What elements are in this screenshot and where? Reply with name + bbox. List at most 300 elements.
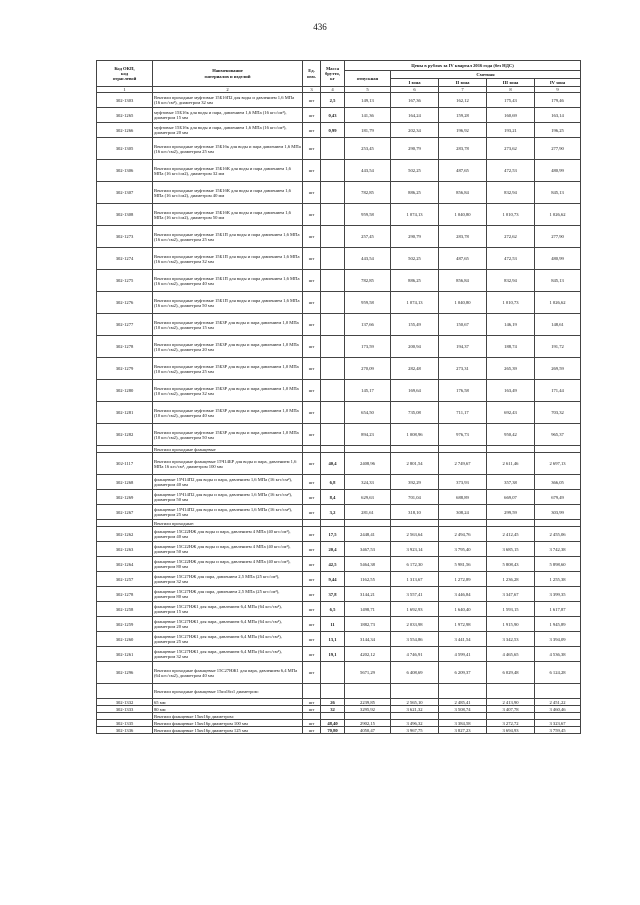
- cell-price-zone1: 2 801,54: [391, 453, 439, 475]
- cell-code: [97, 713, 153, 720]
- cell-name: Вентили проходные муфтовые 15Б1П для воды и пара давлением 1,6 МПа (16 кгс/см2), диаметром 32 мм: [153, 248, 303, 270]
- cell-price-zone3: 472,53: [487, 160, 535, 182]
- cell-name: Вентили фланцевые 15кч16р диаметром 125 мм: [153, 727, 303, 734]
- cell-price-zone4: 171,44: [535, 380, 581, 402]
- cell-price-zone1: 392,29: [391, 475, 439, 490]
- cell-price-zone1: 886,25: [391, 270, 439, 292]
- cell-price-zone1: 3 967,75: [391, 727, 439, 734]
- cell-price-zone2: 976,73: [439, 424, 487, 446]
- cell-price-zone1: 1 692,93: [391, 602, 439, 617]
- col-zone1-header: I зона: [391, 79, 439, 87]
- cell-name: Вентили проходные муфтовые 15Б3Р для воды и пара давлением 1,0 МПа (10 кгс/см2), диаметром 25 мм: [153, 358, 303, 380]
- cell-price-zone4: 3 323,67: [535, 720, 581, 727]
- cell-price-release: 894,23: [345, 424, 391, 446]
- cell-price-zone2: [439, 684, 487, 699]
- cell-price-zone1: 3 923,14: [391, 542, 439, 557]
- cell-price-release: 1498,71: [345, 602, 391, 617]
- cell-code: 302-1333: [97, 706, 153, 713]
- cell-price-zone2: 1 272,89: [439, 572, 487, 587]
- cell-price-zone2: 487,65: [439, 160, 487, 182]
- cell-price-zone2: [439, 713, 487, 720]
- table-row: [97, 647, 581, 662]
- cell-price-zone1: 502,25: [391, 248, 439, 270]
- cell-price-zone3: 357,38: [487, 475, 535, 490]
- cell-price-zone2: 2 749,67: [439, 453, 487, 475]
- table-row: [97, 632, 581, 647]
- cell-unit: шт: [303, 602, 321, 617]
- cell-code: 302-1267: [97, 505, 153, 520]
- cell-price-zone1: 3 621,32: [391, 706, 439, 713]
- cell-unit: шт: [303, 402, 321, 424]
- cell-mass: [321, 380, 345, 402]
- cell-price-zone4: [535, 713, 581, 720]
- cell-code: 302-1281: [97, 402, 153, 424]
- cell-price-zone2: 3 795,40: [439, 542, 487, 557]
- cell-name: фланцевые 15С27НЖ1 для пара, давлением 6,4 МПа (64 кгс/см²), диаметром 15 мм: [153, 602, 303, 617]
- cell-price-zone2: 5 981,56: [439, 557, 487, 572]
- cell-mass: 37,8: [321, 587, 345, 602]
- table-row: [97, 402, 581, 424]
- cell-unit: [303, 713, 321, 720]
- table-row: [97, 727, 581, 734]
- cell-price-zone3: 1 915,90: [487, 617, 535, 632]
- cell-code: 302-1332: [97, 699, 153, 706]
- cell-price-release: 782,85: [345, 182, 391, 204]
- cell-name: Вентили проходные:: [153, 520, 303, 527]
- cell-price-zone4: 2 455,06: [535, 527, 581, 542]
- cell-price-zone4: 366,05: [535, 475, 581, 490]
- cell-mass: 6,8: [321, 475, 345, 490]
- cell-price-zone3: 832,94: [487, 182, 535, 204]
- cell-price-release: 270,09: [345, 358, 391, 380]
- cell-price-zone3: [487, 684, 535, 699]
- cell-mass: [321, 248, 345, 270]
- col-mass-header: Масса брутто, кг: [321, 61, 345, 87]
- cell-price-zone3: 832,94: [487, 270, 535, 292]
- cell-price-release: 959,58: [345, 292, 391, 314]
- cell-price-release: [345, 520, 391, 527]
- cell-price-zone1: 290,79: [391, 226, 439, 248]
- cell-price-zone1: 1 008,96: [391, 424, 439, 446]
- cell-price-release: 5464,38: [345, 557, 391, 572]
- cell-code: 302-1265: [97, 108, 153, 123]
- cell-price-zone4: 3 742,38: [535, 542, 581, 557]
- cell-price-zone3: 160,69: [487, 108, 535, 123]
- cell-unit: шт: [303, 505, 321, 520]
- table-row: [97, 587, 581, 602]
- cell-price-release: 253,45: [345, 138, 391, 160]
- cell-unit: шт: [303, 182, 321, 204]
- cell-price-zone2: 176,58: [439, 380, 487, 402]
- cell-price-zone4: 703,32: [535, 402, 581, 424]
- cell-price-zone3: [487, 713, 535, 720]
- column-index-row: 1 2 3 4 5 6 7 8 9: [97, 87, 581, 93]
- cell-mass: 19,1: [321, 647, 345, 662]
- col-unit-header: Ед. изм.: [303, 61, 321, 87]
- cell-code: 302-1262: [97, 527, 153, 542]
- cell-price-zone4: 1 026,62: [535, 292, 581, 314]
- cell-price-zone4: 3 394,09: [535, 632, 581, 647]
- cell-price-release: 173,59: [345, 336, 391, 358]
- cell-price-zone2: 688,89: [439, 490, 487, 505]
- cell-price-zone2: 3 441,54: [439, 632, 487, 647]
- cell-price-zone2: 162,12: [439, 93, 487, 108]
- cell-price-zone3: [487, 520, 535, 527]
- cell-price-zone1: 202,34: [391, 123, 439, 138]
- cell-price-zone3: 272,62: [487, 226, 535, 248]
- cell-price-zone4: 3 460,46: [535, 706, 581, 713]
- cell-unit: шт: [303, 557, 321, 572]
- cell-mass: [321, 446, 345, 453]
- cell-price-release: 2902,15: [345, 720, 391, 727]
- table-row: [97, 108, 581, 123]
- cell-code: 302-1303: [97, 93, 153, 108]
- cell-price-zone1: 3 496,32: [391, 720, 439, 727]
- cell-unit: шт: [303, 542, 321, 557]
- cell-unit: шт: [303, 292, 321, 314]
- cell-unit: шт: [303, 475, 321, 490]
- cell-price-zone3: 2 412,45: [487, 527, 535, 542]
- cell-name: фланцевые 15Ч14П2 для воды и пара, давлением 1,6 МПа (16 кгс/см²), диаметром 50 мм: [153, 490, 303, 505]
- cell-mass: [321, 662, 345, 684]
- cell-price-zone1: 502,25: [391, 160, 439, 182]
- cell-code: 302-1269: [97, 490, 153, 505]
- cell-mass: [321, 358, 345, 380]
- cell-unit: шт: [303, 587, 321, 602]
- cell-price-release: 629,63: [345, 490, 391, 505]
- cell-price-zone1: 200,94: [391, 336, 439, 358]
- table-row: [97, 706, 581, 713]
- cell-mass: [321, 226, 345, 248]
- cell-price-zone3: 299,59: [487, 505, 535, 520]
- table-row: [97, 602, 581, 617]
- cell-price-zone2: 3 446,84: [439, 587, 487, 602]
- cell-name: Вентили проходные муфтовые 15Б1П для воды и пара давлением 1,6 МПа (16 кгс/см2), диаметром 50 мм: [153, 292, 303, 314]
- cell-code: 302-1335: [97, 720, 153, 727]
- cell-price-zone4: 845,13: [535, 270, 581, 292]
- cell-mass: [321, 336, 345, 358]
- cell-mass: 0,43: [321, 108, 345, 123]
- cell-price-zone1: [391, 520, 439, 527]
- cell-price-zone1: 735,08: [391, 402, 439, 424]
- cell-price-zone4: 2 697,13: [535, 453, 581, 475]
- cell-price-zone4: 4 536,38: [535, 647, 581, 662]
- cell-price-release: 3295,92: [345, 706, 391, 713]
- cell-code: 302-1279: [97, 358, 153, 380]
- cell-price-zone4: 191,72: [535, 336, 581, 358]
- cell-price-zone2: [439, 446, 487, 453]
- cell-price-zone2: 711,17: [439, 402, 487, 424]
- table-row: [97, 138, 581, 160]
- cell-name: фланцевые 15Ч14П2 для воды и пара, давлением 1,6 МПа (16 кгс/см²), диаметром 40 мм: [153, 475, 303, 490]
- cell-name: 80 мм: [153, 706, 303, 713]
- cell-unit: шт: [303, 424, 321, 446]
- cell-price-zone2: 273,31: [439, 358, 487, 380]
- cell-price-zone1: 6 172,30: [391, 557, 439, 572]
- cell-price-zone3: 3 347,67: [487, 587, 535, 602]
- cell-price-zone3: 669,07: [487, 490, 535, 505]
- cell-price-zone4: 277,90: [535, 138, 581, 160]
- cell-price-zone3: 4 465,65: [487, 647, 535, 662]
- table-row: [97, 490, 581, 505]
- cell-price-zone4: 3 759,45: [535, 727, 581, 734]
- cell-price-zone2: 1 640,40: [439, 602, 487, 617]
- cell-mass: 13,1: [321, 632, 345, 647]
- cell-name: Вентили проходные муфтовые 15Б1бк для воды и пара давлением 1,6 МПа (16 кгс/см2), диаметром 25 мм: [153, 138, 303, 160]
- cell-unit: шт: [303, 720, 321, 727]
- cell-price-zone4: 269,59: [535, 358, 581, 380]
- cell-price-zone2: 1 972,98: [439, 617, 487, 632]
- cell-mass: [321, 204, 345, 226]
- cell-price-release: 2448,41: [345, 527, 391, 542]
- cell-price-zone4: 163,14: [535, 108, 581, 123]
- cell-price-zone4: 845,13: [535, 182, 581, 204]
- cell-price-zone1: 2 033,98: [391, 617, 439, 632]
- table-row: [97, 720, 581, 727]
- cell-price-zone1: [391, 684, 439, 699]
- cell-price-zone2: 3 508,74: [439, 706, 487, 713]
- cell-name: Вентили проходные муфтовые 15Б1бК для воды и пара давлением 1,6 МПа (16 кгс/см2), диаметром 40 мм: [153, 182, 303, 204]
- cell-code: [97, 520, 153, 527]
- cell-price-release: 5671,29: [345, 662, 391, 684]
- cell-price-zone4: 179,46: [535, 93, 581, 108]
- cell-unit: шт: [303, 617, 321, 632]
- cell-code: 302-1264: [97, 557, 153, 572]
- cell-mass: [321, 424, 345, 446]
- cell-price-zone4: 2 451,22: [535, 699, 581, 706]
- cell-price-zone2: 308,24: [439, 505, 487, 520]
- table-row: [97, 292, 581, 314]
- cell-price-zone3: 692,43: [487, 402, 535, 424]
- cell-mass: [321, 270, 345, 292]
- table-row: [97, 226, 581, 248]
- cell-price-zone1: 290,79: [391, 138, 439, 160]
- cell-unit: шт: [303, 706, 321, 713]
- cell-price-release: 141,36: [345, 108, 391, 123]
- cell-price-zone1: 2 563,64: [391, 527, 439, 542]
- cell-price-zone2: 856,84: [439, 270, 487, 292]
- cell-price-release: 3467,53: [345, 542, 391, 557]
- cell-price-release: 3144,34: [345, 632, 391, 647]
- cell-unit: шт: [303, 314, 321, 336]
- cell-price-zone3: 1 236,28: [487, 572, 535, 587]
- cell-unit: шт: [303, 527, 321, 542]
- cell-price-zone4: 5 898,60: [535, 557, 581, 572]
- cell-mass: [321, 314, 345, 336]
- col-estimate-header: Сметная: [391, 71, 581, 79]
- cell-code: 302-1275: [97, 270, 153, 292]
- cell-name: фланцевые 15С27НЖ1 для пара, давлением 6,4 МПа (64 кгс/см²), диаметром 20 мм: [153, 617, 303, 632]
- cell-price-release: 4202,12: [345, 647, 391, 662]
- cell-price-zone1: 2 565,10: [391, 699, 439, 706]
- cell-price-zone4: [535, 446, 581, 453]
- cell-price-zone3: 265,39: [487, 358, 535, 380]
- cell-price-zone1: 155,49: [391, 314, 439, 336]
- cell-unit: шт: [303, 138, 321, 160]
- cell-price-release: 137,66: [345, 314, 391, 336]
- col-code-header: Код ОКП, код отраслевой: [97, 61, 153, 87]
- cell-price-release: 654,50: [345, 402, 391, 424]
- table-row: [97, 336, 581, 358]
- cell-unit: шт: [303, 647, 321, 662]
- cell-price-zone3: 1 010,73: [487, 292, 535, 314]
- cell-price-release: 3144,21: [345, 587, 391, 602]
- cell-price-release: 281,61: [345, 505, 391, 520]
- cell-price-zone2: 2 485,41: [439, 699, 487, 706]
- table-row: [97, 358, 581, 380]
- cell-code: 302-1278: [97, 336, 153, 358]
- cell-code: 302-1296: [97, 662, 153, 684]
- cell-price-zone1: 886,25: [391, 182, 439, 204]
- page-number: 436: [313, 22, 327, 32]
- table-row: [97, 314, 581, 336]
- cell-price-zone3: 163,49: [487, 380, 535, 402]
- cell-mass: 9,44: [321, 572, 345, 587]
- table-row: [97, 270, 581, 292]
- cell-price-zone1: 1 074,13: [391, 292, 439, 314]
- cell-price-zone4: 303,99: [535, 505, 581, 520]
- cell-code: 302-1278: [97, 587, 153, 602]
- cell-unit: шт: [303, 226, 321, 248]
- cell-price-zone4: 1 945,89: [535, 617, 581, 632]
- cell-unit: шт: [303, 490, 321, 505]
- cell-mass: [321, 292, 345, 314]
- cell-unit: шт: [303, 699, 321, 706]
- cell-mass: 3,2: [321, 505, 345, 520]
- cell-price-zone2: [439, 520, 487, 527]
- cell-price-zone4: 277,90: [535, 226, 581, 248]
- cell-price-zone2: 373,93: [439, 475, 487, 490]
- table-row: [97, 572, 581, 587]
- table-body: [97, 93, 581, 734]
- cell-price-zone2: 150,67: [439, 314, 487, 336]
- table-row: [97, 713, 581, 720]
- cell-unit: шт: [303, 572, 321, 587]
- cell-name: муфтовые 15Б1бк для воды и пара, давлением 1,6 МПа (16 кгс/см²), диаметром 15 мм: [153, 108, 303, 123]
- table-row: [97, 557, 581, 572]
- table-row: [97, 542, 581, 557]
- cell-price-release: 2408,96: [345, 453, 391, 475]
- cell-mass: [321, 520, 345, 527]
- cell-price-release: 1162,55: [345, 572, 391, 587]
- cell-unit: шт: [303, 453, 321, 475]
- cell-price-zone1: 701,04: [391, 490, 439, 505]
- cell-name: Вентили проходные муфтовые 15Б3Р для воды и пара давлением 1,0 МПа (10 кгс/см2), диаметром 50 мм: [153, 424, 303, 446]
- cell-code: 302-1274: [97, 248, 153, 270]
- table-row: [97, 505, 581, 520]
- cell-price-zone3: 146,19: [487, 314, 535, 336]
- cell-mass: 42,5: [321, 557, 345, 572]
- cell-price-zone1: 318,10: [391, 505, 439, 520]
- cell-price-release: 443,54: [345, 248, 391, 270]
- cell-unit: шт: [303, 632, 321, 647]
- cell-price-zone3: 3 685,15: [487, 542, 535, 557]
- cell-name: фланцевые 15С27НЖ для пара, давлением 2,5 МПа (25 кгс/см²), диаметром 32 мм: [153, 572, 303, 587]
- cell-price-zone2: 3 827,23: [439, 727, 487, 734]
- cell-price-zone3: 273,62: [487, 138, 535, 160]
- cell-price-zone4: 679,49: [535, 490, 581, 505]
- table-row: [97, 248, 581, 270]
- table-row: [97, 204, 581, 226]
- table-row: [97, 684, 581, 699]
- table-row: [97, 617, 581, 632]
- cell-price-zone2: 283,78: [439, 138, 487, 160]
- cell-mass: 26: [321, 699, 345, 706]
- cell-price-release: 1882,73: [345, 617, 391, 632]
- cell-name: фланцевые 15С22НЖ для воды и пара, давлением 4 МПа (40 кгс/см²), диаметром 40 мм: [153, 527, 303, 542]
- cell-unit: шт: [303, 160, 321, 182]
- cell-price-zone3: 3 272,72: [487, 720, 535, 727]
- cell-code: 302-1266: [97, 123, 153, 138]
- cell-unit: шт: [303, 204, 321, 226]
- cell-unit: шт: [303, 248, 321, 270]
- cell-price-zone4: 3 399,35: [535, 587, 581, 602]
- cell-price-release: [345, 684, 391, 699]
- cell-price-zone4: 480,99: [535, 248, 581, 270]
- cell-code: 302-1263: [97, 542, 153, 557]
- cell-price-zone1: 3 554,86: [391, 632, 439, 647]
- cell-price-zone2: 6 209,37: [439, 662, 487, 684]
- cell-mass: [321, 138, 345, 160]
- cell-name: фланцевые 15С22НЖ для воды и пара, давлением 4 МПа (40 кгс/см²), диаметром 80 мм: [153, 557, 303, 572]
- cell-price-zone1: 1 074,13: [391, 204, 439, 226]
- cell-unit: шт: [303, 380, 321, 402]
- cell-price-zone3: 6 029,48: [487, 662, 535, 684]
- cell-price-release: 149,13: [345, 93, 391, 108]
- cell-price-zone3: 2 611,46: [487, 453, 535, 475]
- cell-code: 302-1305: [97, 138, 153, 160]
- cell-name: Вентили проходные муфтовые 15Б3Р для воды и пара давлением 1,0 МПа (10 кгс/см2), диаметром 32 мм: [153, 380, 303, 402]
- cell-unit: шт: [303, 108, 321, 123]
- table-row: [97, 424, 581, 446]
- table-row: [97, 160, 581, 182]
- cell-price-zone3: 3 342,53: [487, 632, 535, 647]
- cell-name: фланцевые 15С27НЖ1 для пара, давлением 6,4 МПа (64 кгс/см²), диаметром 25 мм: [153, 632, 303, 647]
- cell-name: Вентили проходные фланцевые 15кч16п1 диаметром:: [153, 684, 303, 699]
- cell-price-release: 257,45: [345, 226, 391, 248]
- cell-code: 302-1261: [97, 647, 153, 662]
- cell-price-zone2: 196,92: [439, 123, 487, 138]
- cell-price-release: 145,17: [345, 380, 391, 402]
- cell-name: фланцевые 15С22НЖ для воды и пара, давлением 4 МПа (40 кгс/см²), диаметром 50 мм: [153, 542, 303, 557]
- cell-price-zone1: 169,64: [391, 380, 439, 402]
- cell-unit: шт: [303, 93, 321, 108]
- cell-name: Вентили проходные муфтовые 15Б1бК для воды и пара давлением 1,6 МПа (16 кгс/см2), диаметром 50 мм: [153, 204, 303, 226]
- cell-mass: 70,80: [321, 727, 345, 734]
- cell-code: 302-1117: [97, 453, 153, 475]
- cell-price-zone3: 1 010,73: [487, 204, 535, 226]
- cell-code: 302-1260: [97, 632, 153, 647]
- cell-price-zone3: 1 593,15: [487, 602, 535, 617]
- cell-mass: [321, 182, 345, 204]
- cell-name: Вентили фланцевые 15кч16р диаметром 100 мм: [153, 720, 303, 727]
- cell-code: 302-1257: [97, 572, 153, 587]
- cell-name: Вентили проходные муфтовые 15Б3Р для воды и пара давлением 1,0 МПа (10 кгс/см2), диаметром 15 мм: [153, 314, 303, 336]
- cell-price-zone1: 282,48: [391, 358, 439, 380]
- cell-mass: [321, 160, 345, 182]
- table-row: [97, 475, 581, 490]
- cell-price-zone3: 193,21: [487, 123, 535, 138]
- cell-price-zone4: [535, 684, 581, 699]
- cell-code: [97, 446, 153, 453]
- cell-code: 302-1259: [97, 617, 153, 632]
- cell-price-release: 782,85: [345, 270, 391, 292]
- cell-name: Вентили проходные муфтовые 15Б3Р для воды и пара давлением 1,0 МПа (10 кгс/см2), диаметром 40 мм: [153, 402, 303, 424]
- cell-name: фланцевые 15С27НЖ1 для пара, давлением 6,4 МПа (64 кгс/см²), диаметром 32 мм: [153, 647, 303, 662]
- cell-mass: 0,99: [321, 123, 345, 138]
- cell-code: 302-1258: [97, 602, 153, 617]
- cell-price-release: 324,33: [345, 475, 391, 490]
